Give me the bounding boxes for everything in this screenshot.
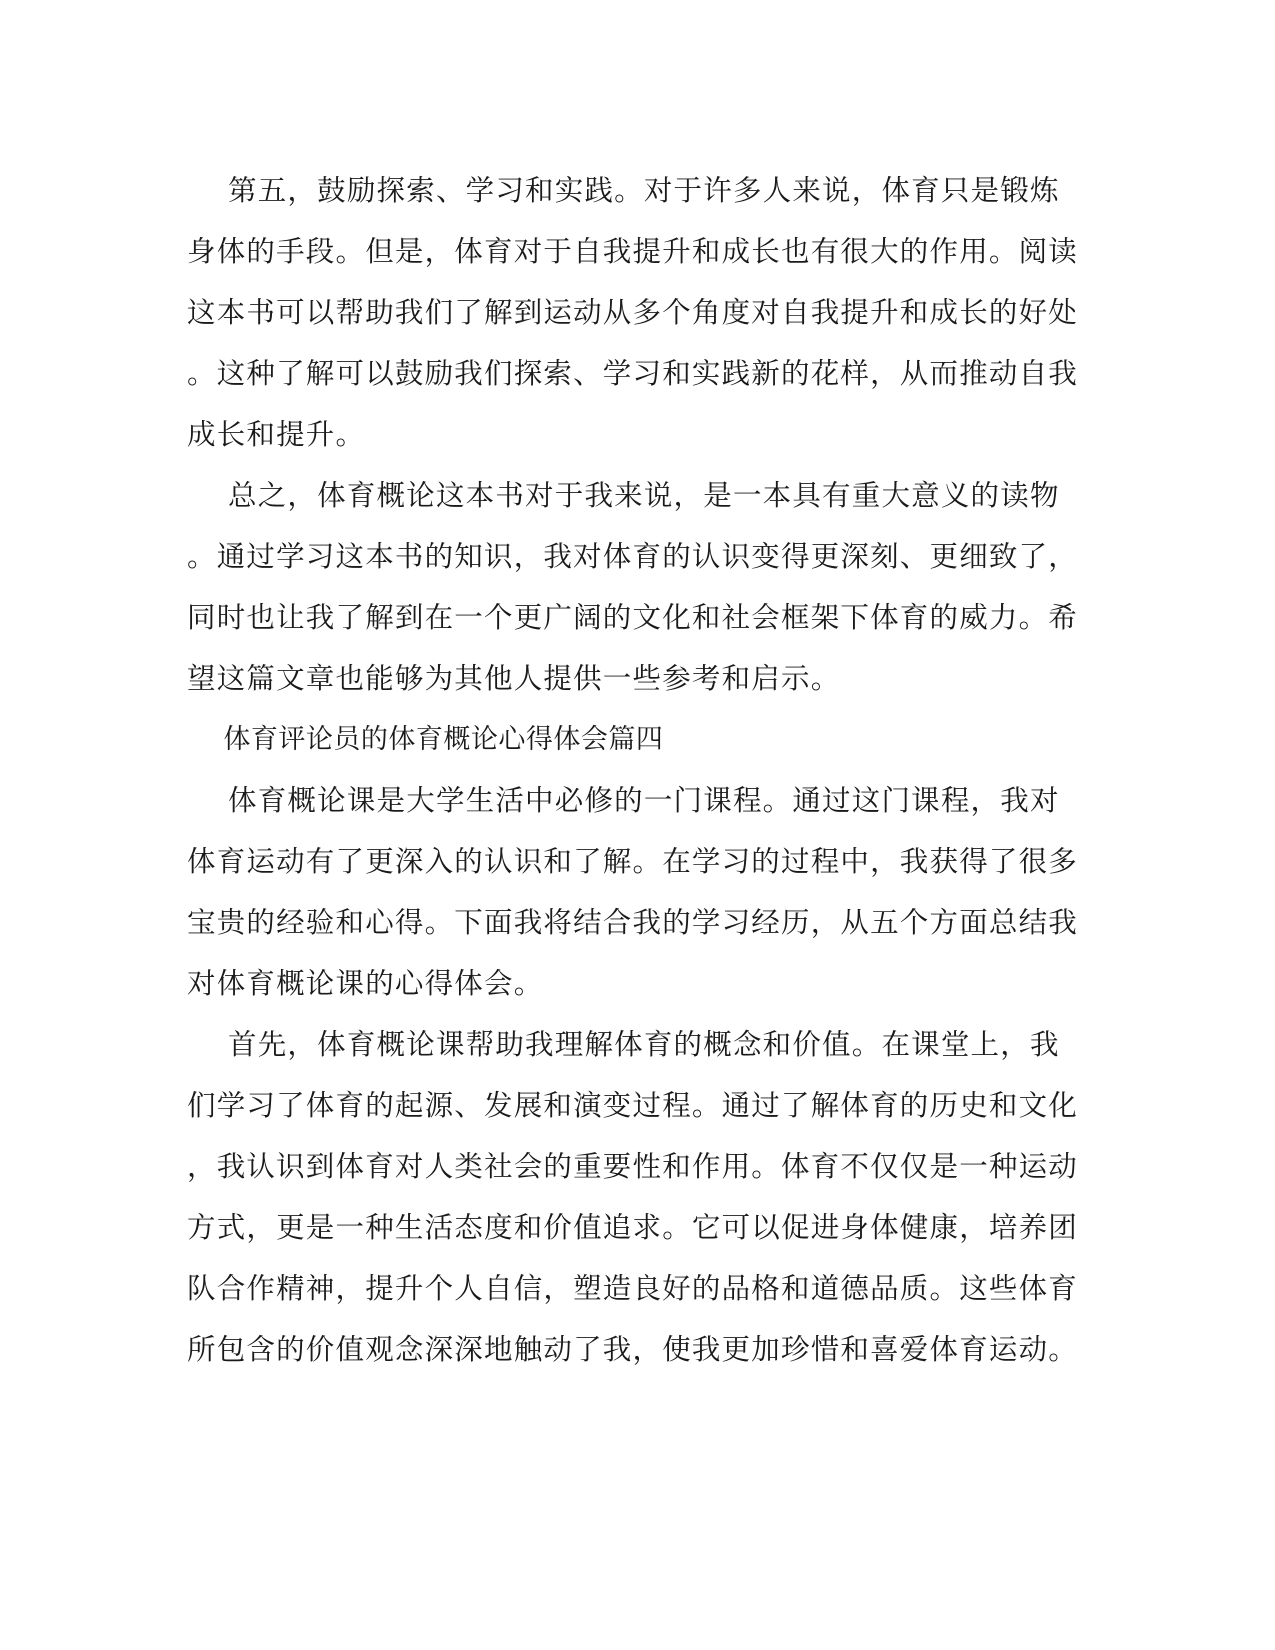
text-line: 这本书可以帮助我们了解到运动从多个角度对自我提升和成长的好处 [187, 296, 1079, 329]
text-line: 队合作精神，提升个人自信，塑造良好的品格和道德品质。这些体育 [187, 1272, 1079, 1305]
body-text [187, 160, 1079, 1380]
text-line: 身体的手段。但是，体育对于自我提升和成长也有很大的作用。阅读 [187, 235, 1079, 268]
text-line: 总之，体育概论这本书对于我来说，是一本具有重大意义的读物 [187, 479, 1060, 512]
text-line: 首先，体育概论课帮助我理解体育的概念和价值。在课堂上，我 [187, 1028, 1060, 1061]
text-line: 体育运动有了更深入的认识和了解。在学习的过程中，我获得了很多 [187, 845, 1079, 878]
section-heading: 体育评论员的体育概论心得体会篇四 [187, 724, 664, 755]
text-line: 对体育概论课的心得体会。 [187, 967, 544, 1000]
text-line: 望这篇文章也能够为其他人提供一些参考和启示。 [187, 662, 841, 695]
text-line: 方式，更是一种生活态度和价值追求。它可以促进身体健康，培养团 [187, 1211, 1079, 1244]
text-line: 同时也让我了解到在一个更广阔的文化和社会框架下体育的威力。希 [187, 601, 1079, 634]
text-line: 成长和提升。 [187, 418, 366, 451]
text-line: 体育概论课是大学生活中必修的一门课程。通过这门课程，我对 [187, 784, 1060, 817]
text-line: 。通过学习这本书的知识，我对体育的认识变得更深刻、更细致了， [187, 540, 1079, 573]
text-line: 。这种了解可以鼓励我们探索、学习和实践新的花样，从而推动自我 [187, 357, 1079, 390]
text-line: 们学习了体育的起源、发展和演变过程。通过了解体育的历史和文化 [187, 1089, 1079, 1122]
text-line: 第五，鼓励探索、学习和实践。对于许多人来说，体育只是锻炼 [187, 174, 1060, 207]
text-line: 所包含的价值观念深深地触动了我，使我更加珍惜和喜爱体育运动。 [187, 1333, 1079, 1366]
text-line: ，我认识到体育对人类社会的重要性和作用。体育不仅仅是一种运动 [187, 1150, 1079, 1183]
text-line: 宝贵的经验和心得。下面我将结合我的学习经历，从五个方面总结我 [187, 906, 1079, 939]
